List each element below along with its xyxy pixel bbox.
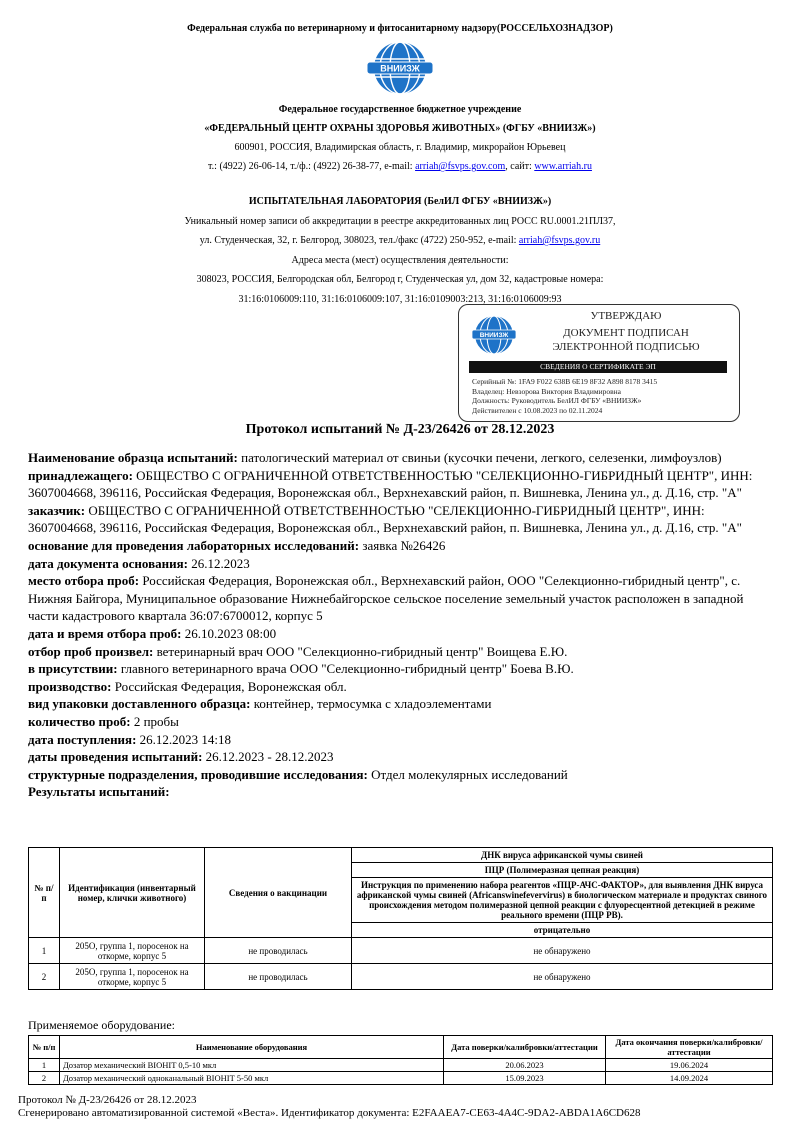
field-value: заявка №26426 <box>359 537 446 553</box>
field-value: Российская Федерация, Воронежская обл. <box>111 678 347 694</box>
field-label: количество проб: <box>28 713 131 729</box>
field-row <box>28 625 768 643</box>
equipment-header-date: Дата поверки/калибровки/аттестации <box>444 1036 606 1059</box>
field-label: заказчик: <box>28 502 86 518</box>
results-header-id: Идентификация (инвентарный номер, клички животного) <box>60 848 205 938</box>
table-row: 1 Дозатор механический BIOHIT 0,5-10 мкл 20.06.2023 19.06.2024 <box>29 1059 773 1072</box>
field-label: дата поступления: <box>28 731 137 747</box>
field-value: ОБЩЕСТВО С ОГРАНИЧЕННОЙ ОТВЕТСТВЕННОСТЬЮ "СЕЛЕКЦИОННО-ГИБРИДНЫЙ ЦЕНТР", ИНН: 3607004668, 396116, Российская Федерация, Воронежская обл., Верхнехавский район, п. Вишневка, Ленина ул., д. Д.16, стр. "А" <box>28 467 753 501</box>
field-row <box>28 555 768 573</box>
lab-address: ул. Студенческая, 32, г. Белгород, 308023, тел./факс (4722) 250-952, e-mail: arriah@fsvps.gov.ru <box>199 235 601 246</box>
svg-text:ВНИИЗЖ: ВНИИЗЖ <box>479 332 509 339</box>
field-label: вид упаковки доставленного образца: <box>28 696 251 712</box>
lab-places-2: 31:16:0106009:110, 31:16:0106009:107, 31:16:0109003:213, 31:16:0106009:93 <box>238 293 562 305</box>
stamp-details: Серийный №: 1FA9 F022 638B 6E19 8F32 A898 8178 3415 Владелец: Невзорова Виктория Владимировна Должность: Руководитель БелИЛ ФГБУ «ВНИИЗЖ» Действителен с 10.08.2023 по 02.11.2024 <box>472 377 658 415</box>
field-label: Результаты испытаний: <box>28 784 170 800</box>
org-email-link[interactable]: arriah@fsvps.gov.com <box>415 161 506 172</box>
field-row <box>28 695 768 713</box>
field-label: структурные подразделения, проводившие исследования: <box>28 766 368 782</box>
field-value: ОБЩЕСТВО С ОГРАНИЧЕННОЙ ОТВЕТСТВЕННОСТЬЮ "СЕЛЕКЦИОННО-ГИБРИДНЫЙ ЦЕНТР", ИНН: 3607004668, 396116, Российская Федерация, Воронежская обл., Верхнехавский район, п. Вишневка, Ленина ул., д. Д.16, стр. "А" <box>28 502 742 536</box>
results-header-test: ДНК вируса африканской чумы свиней <box>352 848 773 863</box>
table-row: 1 205О, группа 1, поросенок на откорме, корпус 5 не проводилась не обнаружено <box>29 938 773 964</box>
field-label: дата документа основания: <box>28 555 188 571</box>
field-label: отбор проб произвел: <box>28 643 154 659</box>
field-row <box>28 678 768 696</box>
field-row <box>28 449 768 467</box>
table-row: 2 Дозатор механический одноканальный BIOHIT 5-50 мкл 15.09.2023 14.09.2024 <box>29 1072 773 1085</box>
field-row <box>28 783 768 801</box>
equipment-table <box>28 1035 773 1085</box>
org-site-link[interactable]: www.arriah.ru <box>534 161 592 172</box>
field-value: 26.12.2023 14:18 <box>136 731 232 747</box>
field-label: дата и время отбора проб: <box>28 625 182 641</box>
stamp-signed-1: ДОКУМЕНТ ПОДПИСАН <box>563 327 689 339</box>
field-value: контейнер, термосумка с хладоэлементами <box>250 696 492 712</box>
stamp-approve: УТВЕРЖДАЮ <box>590 310 662 322</box>
protocol-fields <box>28 449 768 801</box>
field-row <box>28 731 768 749</box>
lab-places-label: Адреса места (мест) осуществления деятельности: <box>291 254 509 266</box>
field-row <box>28 643 768 661</box>
field-value: 26.12.2023 <box>187 555 250 571</box>
lab-places-1: 308023, РОССИЯ, Белгородская обл, Белгород г, Студенческая ул, дом 32, кадастровые номера: <box>196 274 604 285</box>
stamp-cert-bar: СВЕДЕНИЯ О СЕРТИФИКАТЕ ЭП <box>469 361 727 373</box>
field-label: производство: <box>28 678 112 694</box>
field-label: даты проведения испытаний: <box>28 749 203 765</box>
field-value: Отдел молекулярных исследований <box>367 766 568 782</box>
protocol-title: Протокол испытаний № Д-23/26426 от 28.12.2023 <box>245 422 555 437</box>
footer-protocol: Протокол № Д-23/26426 от 28.12.2023 <box>18 1094 197 1106</box>
e-signature-stamp <box>458 304 740 422</box>
org-type: Федеральное государственное бюджетное учреждение <box>278 104 522 115</box>
equipment-header-end: Дата окончания поверки/калибровки/аттестации <box>606 1036 773 1059</box>
field-label: место отбора проб: <box>28 573 140 589</box>
field-value: 26.10.2023 08:00 <box>181 625 277 641</box>
field-row <box>28 748 768 766</box>
footer-generated: Сгенерировано автоматизированной системой «Веста». Идентификатор документа: E2FAAEA7-CE63-4A4C-9DA2-ABDA1A6CD628 <box>18 1107 641 1119</box>
equipment-label: Применяемое оборудование: <box>28 1018 175 1032</box>
results-header-method: ПЦР (Полимеразная цепная реакция) <box>352 863 773 878</box>
vniizh-logo <box>365 39 435 97</box>
field-row <box>28 467 768 502</box>
field-row <box>28 660 768 678</box>
lab-block <box>0 192 800 309</box>
field-row <box>28 572 768 625</box>
results-table <box>28 847 773 990</box>
lab-name: ИСПЫТАТЕЛЬНАЯ ЛАБОРАТОРИЯ (БелИЛ ФГБУ «ВНИИЗЖ») <box>248 196 552 207</box>
page-footer <box>18 1094 645 1120</box>
org-contacts: т.: (4922) 26-06-14, т./ф.: (4922) 26-38-77, e-mail: arriah@fsvps.gov.com, сайт: www.arriah.ru <box>208 161 592 172</box>
field-row <box>28 766 768 784</box>
field-value: Российская Федерация, Воронежская обл., Верхнехавский район, ООО "Селекционно-гибридный центр", с. Нижняя Байгора, Муниципальное образование Нижнебайгорское сельское поселение земельный участок расположен в западной части кадастрового квартала 36:07:6700012, корпус 5 <box>28 573 744 624</box>
table-row: 2 205О, группа 1, поросенок на откорме, корпус 5 не проводилась не обнаружено <box>29 964 773 990</box>
lab-email-link[interactable]: arriah@fsvps.gov.ru <box>518 235 601 246</box>
stamp-signed-2: ЭЛЕКТРОННОЙ ПОДПИСЬЮ <box>552 341 700 353</box>
svg-text:ВНИИЗЖ: ВНИИЗЖ <box>380 63 420 74</box>
results-header-norm: отрицательно <box>352 923 773 938</box>
org-name: «ФЕДЕРАЛЬНЫЙ ЦЕНТР ОХРАНЫ ЗДОРОВЬЯ ЖИВОТНЫХ» (ФГБУ «ВНИИЗЖ») <box>204 123 596 134</box>
field-label: Наименование образца испытаний: <box>28 450 238 465</box>
results-header-vacc: Сведения о вакцинации <box>205 848 352 938</box>
field-value: ветеринарный врач ООО "Селекционно-гибридный центр" Воищева Е.Ю. <box>153 643 568 659</box>
lab-accreditation: Уникальный номер записи об аккредитации в реестре аккредитованных лиц РОСС RU.0001.21ПЛ37, <box>184 215 616 227</box>
equipment-header-num: № п/п <box>29 1036 60 1059</box>
results-header-instruction: Инструкция по применению набора реагентов «ПЦР-АЧС-ФАКТОР», для выявления ДНК вируса африканской чумы свиней (Africanswinefevervirus) в биологическом материале и продуктах свиного происхождения методом полимеразной цепной реакции с флуоресцентной детекцией в режиме реального времени (ПЦР РВ). <box>352 878 773 923</box>
agency-header: Федеральная служба по ветеринарному и фитосанитарному надзору(РОССЕЛЬХОЗНАДЗОР) <box>187 23 613 34</box>
field-label: основание для проведения лабораторных исследований: <box>28 537 360 553</box>
field-value: 2 пробы <box>130 713 179 729</box>
organization-block <box>0 100 800 176</box>
field-row <box>28 502 768 537</box>
stamp-logo-icon <box>471 313 517 357</box>
field-value: патологический материал от свиньи (кусочки печени, легкого, селезенки, лимфоузлов) <box>237 450 722 465</box>
field-label: в присутствии: <box>28 661 118 677</box>
field-label: принадлежащего: <box>28 467 133 483</box>
field-value: главного ветеринарного врача ООО "Селекционно-гибридный центр" Боева В.Ю. <box>117 661 574 677</box>
field-row <box>28 713 768 731</box>
equipment-header-name: Наименование оборудования <box>60 1036 444 1059</box>
results-header-num: № п/п <box>29 848 60 938</box>
field-row <box>28 537 768 555</box>
field-value: 26.12.2023 - 28.12.2023 <box>202 749 334 765</box>
org-address: 600901, РОССИЯ, Владимирская область, г. Владимир, микрорайон Юрьевец <box>234 142 566 153</box>
